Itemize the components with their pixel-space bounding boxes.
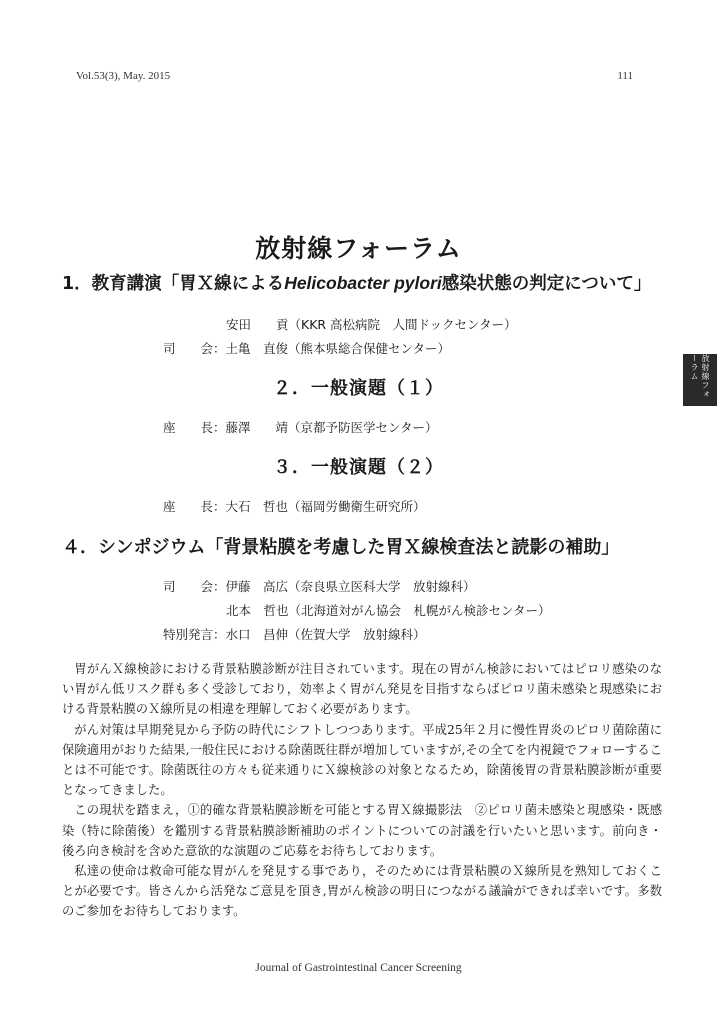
section3-title: ３．一般演題（２） — [273, 457, 444, 478]
section4-chair1-name: 伊藤 高広（奈良県立医科大学 放射線科） — [225, 579, 476, 594]
body-paragraph-2: がん対策は早期発見から予防の時代にシフトしつつあります。平成25年２月に慢性胃炎のピロリ菌除菌に保険適用がおりた結果,一般住民における除菌既往群が増加していますが,その全てを内視鏡でフォローすることは不可能です。除菌既往の方々も従来通りにＸ線検診の対象となるため，除菌後胃の背景粘膜診断が重要となってきました。 — [62, 722, 662, 798]
body-text — [62, 659, 662, 922]
section4-title: ４．シンポジウム「背景粘膜を考慮した胃Ｘ線検査法と読影の補助」 — [62, 537, 620, 558]
section4-chair2: 北本 哲也（北海道対がん協会 札幌がん検診センター） — [226, 603, 551, 618]
section3-chair-role: 座 長： — [163, 499, 226, 514]
section1-speaker: 安田 貢（KKR 高松病院 人間ドックセンター） — [226, 317, 517, 332]
section2-title: ２．一般演題（１） — [273, 378, 444, 399]
section4-chair1 — [163, 577, 476, 595]
body-paragraph-1: 胃がんＸ線検診における背景粘膜診断が注目されています。現在の胃がん検診においてはピロリ感染のない胃がん低リスク群も多く受診しており，効率よく胃がん発見を目指すならばピロリ菌未感染と現感染における背景粘膜のＸ線所見の相違を理解しておく必要があります。 — [62, 662, 662, 717]
section2-chair-name: 藤澤 靖（京都予防医学センター） — [225, 420, 438, 435]
section3-chair — [163, 497, 426, 515]
section1-title-suffix: 感染状態の判定について」 — [441, 274, 652, 294]
section1-title-italic: Helicobacter pylori — [284, 273, 442, 293]
section1-title — [62, 270, 651, 295]
section1-chair-role: 司 会： — [163, 341, 226, 356]
journal-footer: Journal of Gastrointestinal Cancer Screening — [255, 962, 462, 974]
section4-chair-role: 司 会： — [163, 579, 226, 594]
section4-special-remark — [163, 625, 426, 643]
section3-chair-name: 大石 哲也（福岡労働衛生研究所） — [225, 499, 426, 514]
section2-chair — [163, 418, 438, 436]
page-title: 放射線フォーラム — [255, 234, 462, 263]
body-paragraph-3: この現状を踏まえ，①的確な背景粘膜診断を可能とする胃Ｘ線撮影法 ②ピロリ菌未感染と現感染・既感染（特に除菌後）を鑑別する背景粘膜診断補助のポイントについての討議を行いたいと思います。前向き・後ろ向き検討を含めた意欲的な演題のご応募をお待ちしております。 — [62, 803, 662, 858]
body-paragraph-4: 私達の使命は救命可能な胃がんを発見する事であり，そのためには背景粘膜のＸ線所見を熟知しておくことが必要です。皆さんから活発なご意見を頂き,胃がん検診の明日につながる議論ができれば幸いです。多数のご参加をお待ちしております。 — [62, 864, 662, 919]
section1-chair — [163, 339, 450, 357]
section4-special-role: 特別発言： — [163, 627, 226, 642]
page-number: 111 — [617, 70, 633, 82]
section1-title-prefix: 1．教育講演「胃Ｘ線による — [62, 274, 285, 294]
journal-volume: Vol.53(3), May. 2015 — [76, 70, 171, 82]
section2-chair-role: 座 長： — [163, 420, 226, 435]
section-tab: 放射線フォーラム — [683, 354, 717, 406]
section1-chair-name: 土亀 直俊（熊本県総合保健センター） — [225, 341, 451, 356]
section4-special-name: 水口 昌伸（佐賀大学 放射線科） — [225, 627, 426, 642]
